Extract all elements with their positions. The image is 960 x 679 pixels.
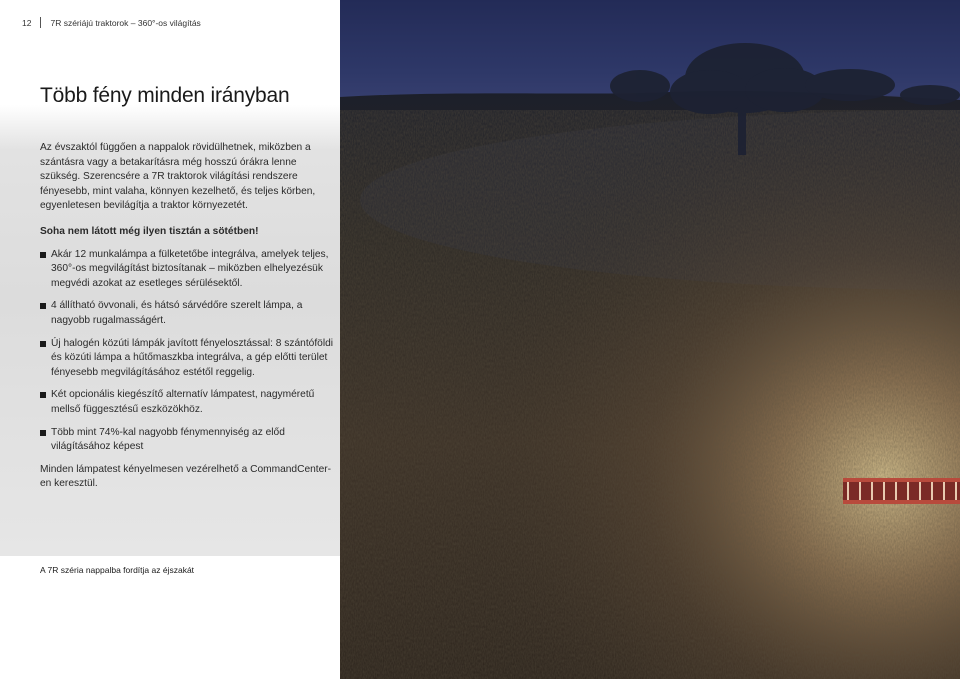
list-item: Több mint 74%-kal nagyobb fénymennyiség az előd világításához képest (40, 426, 335, 455)
bullet-square-icon (40, 252, 46, 258)
list-item: Új halogén közúti lámpák javított fényelosztással: 8 szántóföldi és közúti lámpa a hűtőmaszkba integrálva, a gép előtti terület fényesebb megvilágításához estétől reggelig. (40, 337, 335, 381)
body-text (40, 141, 335, 492)
section-title: 7R szériájú traktorok – 360°-os világítás (50, 17, 201, 28)
page-title: Több fény minden irányban (40, 84, 290, 107)
harrow-implement (843, 478, 960, 504)
header-divider (40, 17, 41, 28)
list-item: Akár 12 munkalámpa a fülketetőbe integrálva, amelyek teljes, 360°-os megvilágítást biztosítanak – miközben elhelyezésük megvédi azokat az esetleges sérülésektől. (40, 248, 335, 292)
bullet-square-icon (40, 430, 46, 436)
night-field-photo (340, 0, 960, 679)
page-header (22, 17, 201, 28)
feature-list (40, 248, 335, 455)
list-item: Két opcionális kiegészítő alternatív lámpatest, nagyméretű mellső függesztésű eszközökhöz. (40, 388, 335, 417)
list-item: 4 állítható övvonali, és hátsó sárvédőre szerelt lámpa, a nagyobb rugalmasságért. (40, 299, 335, 328)
photo-caption: A 7R széria nappalba fordítja az éjszakát (40, 565, 195, 575)
page-number: 12 (22, 17, 32, 28)
highlight-text: Soha nem látott még ilyen tisztán a sötétben! (40, 225, 259, 237)
intro-paragraph: Az évszaktól függően a nappalok rövidülhetnek, miközben a szántásra vagy a betakarításra még hosszú órákra lenne szükség. Szerencsére a 7R traktorok világítási rendszere fényesebb, mint valaha, könnyen kezelhető, és teljes körben, egyenletesen bevilágítja a traktor környezetét. (40, 142, 316, 212)
closing-paragraph: Minden lámpatest kényelmesen vezérelhető a CommandCenter-en keresztül. (40, 463, 332, 490)
bullet-square-icon (40, 341, 46, 347)
bullet-square-icon (40, 392, 46, 398)
bullet-square-icon (40, 303, 46, 309)
